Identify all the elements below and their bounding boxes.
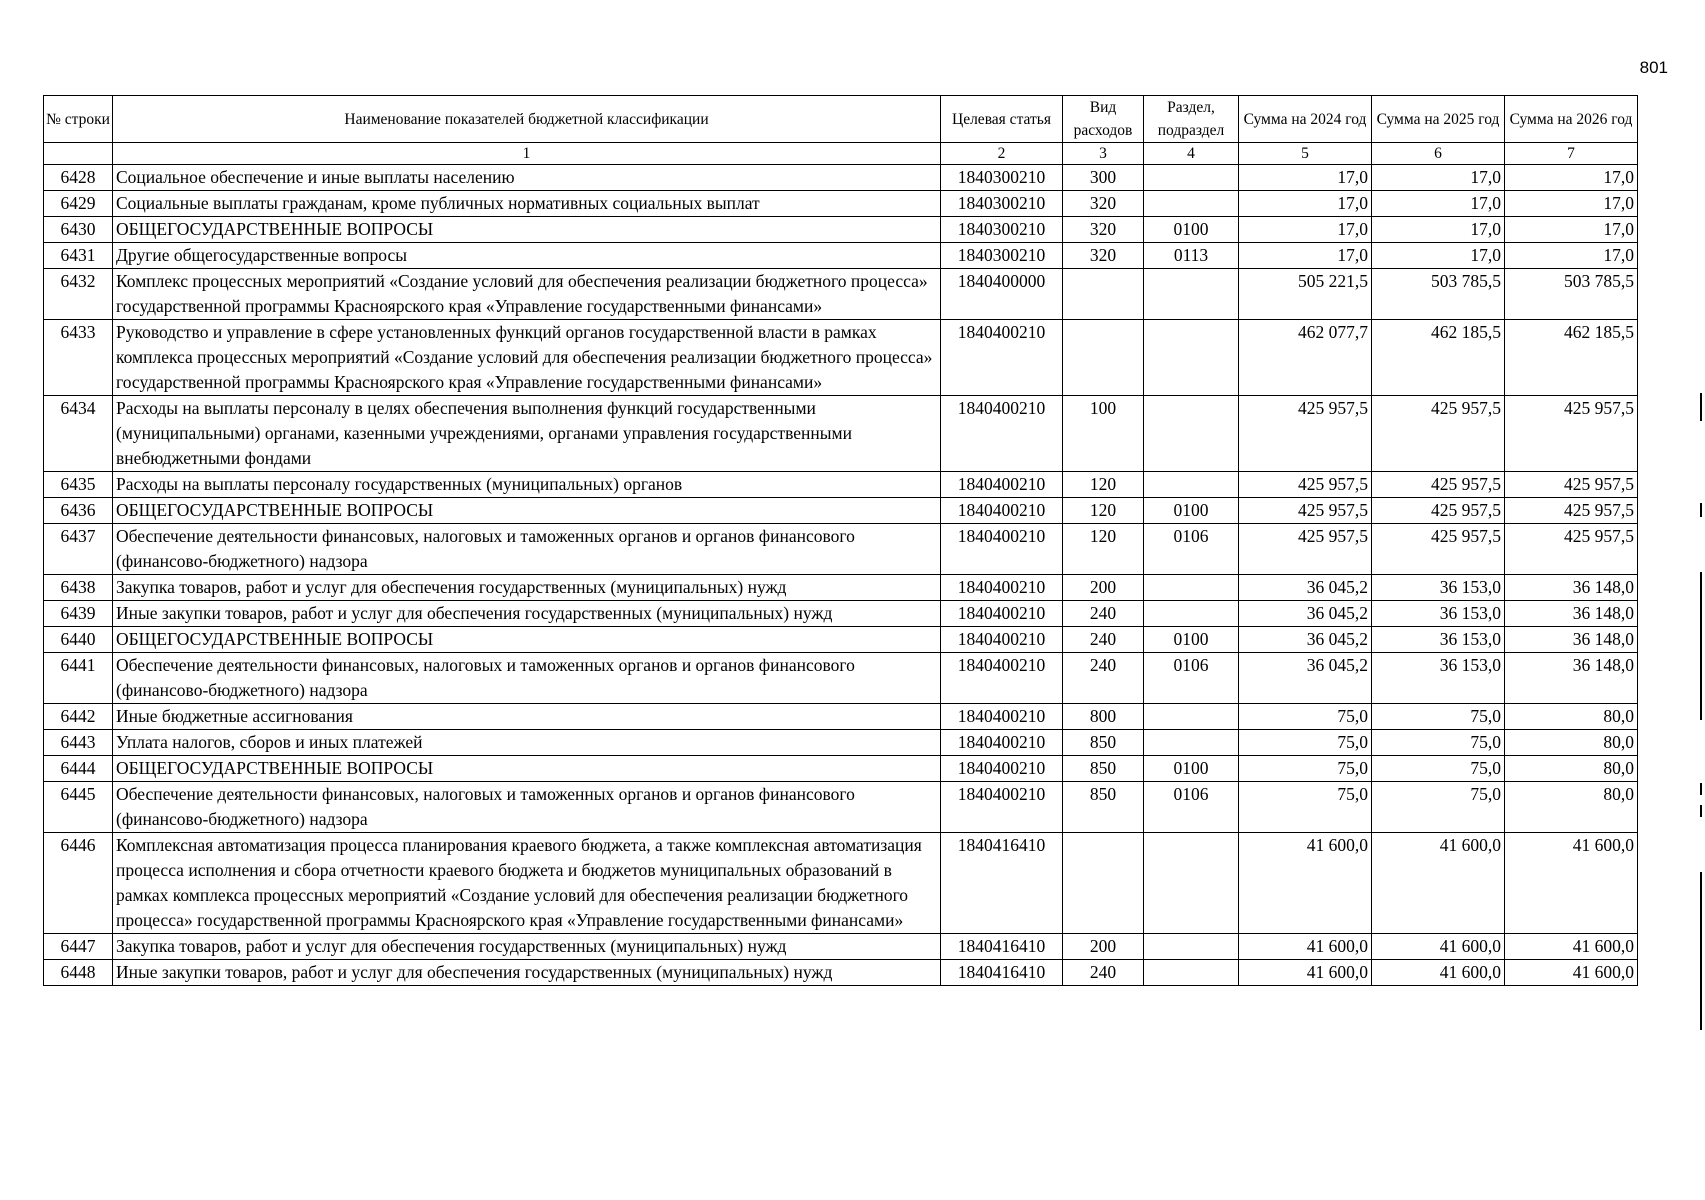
- row-sum-2026: 80,0: [1505, 756, 1638, 782]
- row-section: 0106: [1144, 653, 1239, 704]
- row-expense-type: 100: [1063, 396, 1144, 472]
- row-name: Руководство и управление в сфере установленных функций органов государственной власти в рамках комплекса процессных мероприятий «Создание условий для обеспечения реализации бюджетного процесса» государственной программы Красноярского края «Управление государственными финансами»: [113, 320, 941, 396]
- row-name: Закупка товаров, работ и услуг для обеспечения государственных (муниципальных) нужд: [113, 934, 941, 960]
- row-target-article: 1840400210: [941, 396, 1063, 472]
- row-section: [1144, 960, 1239, 986]
- row-number: 6444: [44, 756, 113, 782]
- column-number: 4: [1144, 143, 1239, 165]
- row-number: 6439: [44, 601, 113, 627]
- row-name: Обеспечение деятельности финансовых, налоговых и таможенных органов и органов финансового (финансово-бюджетного) надзора: [113, 653, 941, 704]
- column-number: 6: [1372, 143, 1505, 165]
- scan-mark: [1700, 783, 1702, 795]
- row-section: 0100: [1144, 627, 1239, 653]
- row-target-article: 1840400210: [941, 498, 1063, 524]
- row-name: Иные закупки товаров, работ и услуг для обеспечения государственных (муниципальных) нужд: [113, 960, 941, 986]
- row-sum-2026: 36 148,0: [1505, 575, 1638, 601]
- row-target-article: 1840400000: [941, 269, 1063, 320]
- row-name: Уплата налогов, сборов и иных платежей: [113, 730, 941, 756]
- row-section: [1144, 704, 1239, 730]
- row-section: [1144, 833, 1239, 934]
- row-expense-type: 320: [1063, 191, 1144, 217]
- row-sum-2025: 425 957,5: [1372, 524, 1505, 575]
- row-sum-2024: 75,0: [1239, 756, 1372, 782]
- scan-mark: [1700, 503, 1702, 517]
- row-number: 6434: [44, 396, 113, 472]
- table-row: [44, 575, 1638, 601]
- row-sum-2024: 75,0: [1239, 782, 1372, 833]
- row-expense-type: 300: [1063, 165, 1144, 191]
- row-sum-2025: 17,0: [1372, 165, 1505, 191]
- row-expense-type: 320: [1063, 243, 1144, 269]
- row-number: 6433: [44, 320, 113, 396]
- row-section: 0113: [1144, 243, 1239, 269]
- header-target: Целевая статья: [941, 96, 1063, 143]
- header-row: [44, 96, 1638, 143]
- row-name: ОБЩЕГОСУДАРСТВЕННЫЕ ВОПРОСЫ: [113, 627, 941, 653]
- header-section: Раздел, подраздел: [1144, 96, 1239, 143]
- row-sum-2025: 36 153,0: [1372, 653, 1505, 704]
- row-sum-2026: 425 957,5: [1505, 498, 1638, 524]
- row-expense-type: 120: [1063, 472, 1144, 498]
- table-row: [44, 165, 1638, 191]
- row-number: 6430: [44, 217, 113, 243]
- row-name: ОБЩЕГОСУДАРСТВЕННЫЕ ВОПРОСЫ: [113, 756, 941, 782]
- row-sum-2026: 462 185,5: [1505, 320, 1638, 396]
- row-name: Закупка товаров, работ и услуг для обеспечения государственных (муниципальных) нужд: [113, 575, 941, 601]
- row-sum-2026: 503 785,5: [1505, 269, 1638, 320]
- row-name: Иные бюджетные ассигнования: [113, 704, 941, 730]
- row-target-article: 1840416410: [941, 934, 1063, 960]
- row-section: [1144, 320, 1239, 396]
- row-number: 6438: [44, 575, 113, 601]
- header-name: Наименование показателей бюджетной классификации: [113, 96, 941, 143]
- row-sum-2026: 17,0: [1505, 243, 1638, 269]
- row-number: 6428: [44, 165, 113, 191]
- row-target-article: 1840400210: [941, 653, 1063, 704]
- row-section: [1144, 191, 1239, 217]
- header-sum-2026: Сумма на 2026 год: [1505, 96, 1638, 143]
- row-section: [1144, 730, 1239, 756]
- row-sum-2026: 425 957,5: [1505, 472, 1638, 498]
- row-target-article: 1840400210: [941, 627, 1063, 653]
- table-row: [44, 243, 1638, 269]
- row-section: [1144, 165, 1239, 191]
- row-sum-2026: 80,0: [1505, 704, 1638, 730]
- row-expense-type: [1063, 833, 1144, 934]
- table-row: [44, 498, 1638, 524]
- row-name: Расходы на выплаты персоналу в целях обеспечения выполнения функций государственными (муниципальными) органами, казенными учреждениями, органами управления государственными внебюджетными фондами: [113, 396, 941, 472]
- row-name: Комплексная автоматизация процесса планирования краевого бюджета, а также комплексная автоматизация процесса исполнения и сбора отчетности краевого бюджета и бюджетов муниципальных образований в рамках комплекса процессных мероприятий «Создание условий для обеспечения реализации бюджетного процесса» государственной программы Красноярского края «Управление государственными финансами»: [113, 833, 941, 934]
- row-target-article: 1840300210: [941, 243, 1063, 269]
- row-number: 6437: [44, 524, 113, 575]
- row-number: 6448: [44, 960, 113, 986]
- row-sum-2025: 75,0: [1372, 704, 1505, 730]
- row-sum-2025: 17,0: [1372, 217, 1505, 243]
- row-expense-type: 120: [1063, 524, 1144, 575]
- row-sum-2025: 17,0: [1372, 243, 1505, 269]
- row-section: 0100: [1144, 498, 1239, 524]
- row-section: [1144, 472, 1239, 498]
- row-number: 6435: [44, 472, 113, 498]
- table-row: [44, 396, 1638, 472]
- row-sum-2025: 75,0: [1372, 756, 1505, 782]
- row-sum-2026: 36 148,0: [1505, 653, 1638, 704]
- row-sum-2025: 425 957,5: [1372, 396, 1505, 472]
- row-section: [1144, 269, 1239, 320]
- row-sum-2025: 425 957,5: [1372, 498, 1505, 524]
- row-sum-2026: 425 957,5: [1505, 524, 1638, 575]
- row-number: 6446: [44, 833, 113, 934]
- row-target-article: 1840400210: [941, 730, 1063, 756]
- row-section: [1144, 601, 1239, 627]
- row-sum-2026: 17,0: [1505, 217, 1638, 243]
- table-row: [44, 934, 1638, 960]
- row-expense-type: 200: [1063, 934, 1144, 960]
- row-expense-type: 850: [1063, 730, 1144, 756]
- table-row: [44, 191, 1638, 217]
- column-number-row: [44, 143, 1638, 165]
- row-sum-2024: 36 045,2: [1239, 601, 1372, 627]
- table-row: [44, 320, 1638, 396]
- row-section: [1144, 396, 1239, 472]
- row-sum-2024: 17,0: [1239, 165, 1372, 191]
- row-section: [1144, 934, 1239, 960]
- row-expense-type: 120: [1063, 498, 1144, 524]
- row-expense-type: [1063, 269, 1144, 320]
- row-target-article: 1840416410: [941, 833, 1063, 934]
- row-number: 6431: [44, 243, 113, 269]
- row-sum-2024: 17,0: [1239, 191, 1372, 217]
- row-sum-2025: 41 600,0: [1372, 960, 1505, 986]
- row-expense-type: 240: [1063, 627, 1144, 653]
- table-row: [44, 782, 1638, 833]
- row-section: [1144, 575, 1239, 601]
- row-sum-2026: 41 600,0: [1505, 960, 1638, 986]
- row-sum-2026: 41 600,0: [1505, 934, 1638, 960]
- row-sum-2024: 425 957,5: [1239, 498, 1372, 524]
- row-sum-2026: 80,0: [1505, 782, 1638, 833]
- row-name: Обеспечение деятельности финансовых, налоговых и таможенных органов и органов финансового (финансово-бюджетного) надзора: [113, 524, 941, 575]
- row-sum-2026: 80,0: [1505, 730, 1638, 756]
- row-name: Социальное обеспечение и иные выплаты населению: [113, 165, 941, 191]
- table-row: [44, 960, 1638, 986]
- row-sum-2024: 36 045,2: [1239, 575, 1372, 601]
- row-sum-2025: 503 785,5: [1372, 269, 1505, 320]
- row-sum-2025: 462 185,5: [1372, 320, 1505, 396]
- row-number: 6441: [44, 653, 113, 704]
- row-sum-2024: 17,0: [1239, 243, 1372, 269]
- row-target-article: 1840400210: [941, 756, 1063, 782]
- row-number: 6432: [44, 269, 113, 320]
- header-expense-type: Вид расходов: [1063, 96, 1144, 143]
- table-row: [44, 704, 1638, 730]
- scan-mark: [1700, 805, 1702, 817]
- row-target-article: 1840400210: [941, 472, 1063, 498]
- scan-mark: [1700, 572, 1702, 720]
- row-name: Обеспечение деятельности финансовых, налоговых и таможенных органов и органов финансового (финансово-бюджетного) надзора: [113, 782, 941, 833]
- row-sum-2026: 41 600,0: [1505, 833, 1638, 934]
- row-expense-type: 800: [1063, 704, 1144, 730]
- row-expense-type: 850: [1063, 756, 1144, 782]
- table-row: [44, 269, 1638, 320]
- row-sum-2024: 17,0: [1239, 217, 1372, 243]
- row-expense-type: 200: [1063, 575, 1144, 601]
- budget-table: [43, 95, 1638, 986]
- row-expense-type: 240: [1063, 653, 1144, 704]
- row-sum-2026: 36 148,0: [1505, 601, 1638, 627]
- row-sum-2026: 17,0: [1505, 191, 1638, 217]
- row-name: Другие общегосударственные вопросы: [113, 243, 941, 269]
- row-sum-2026: 17,0: [1505, 165, 1638, 191]
- row-expense-type: 240: [1063, 601, 1144, 627]
- row-sum-2025: 36 153,0: [1372, 601, 1505, 627]
- row-section: 0100: [1144, 217, 1239, 243]
- column-number: 3: [1063, 143, 1144, 165]
- row-number: 6429: [44, 191, 113, 217]
- row-name: Расходы на выплаты персоналу государственных (муниципальных) органов: [113, 472, 941, 498]
- row-number: 6445: [44, 782, 113, 833]
- header-sum-2024: Сумма на 2024 год: [1239, 96, 1372, 143]
- table-row: [44, 730, 1638, 756]
- row-sum-2024: 41 600,0: [1239, 833, 1372, 934]
- row-sum-2025: 41 600,0: [1372, 833, 1505, 934]
- column-number: 5: [1239, 143, 1372, 165]
- table-row: [44, 217, 1638, 243]
- table-row: [44, 601, 1638, 627]
- table-row: [44, 653, 1638, 704]
- row-number: 6442: [44, 704, 113, 730]
- column-number: 1: [113, 143, 941, 165]
- page-number: 801: [1639, 58, 1668, 77]
- header-row-no: № строки: [44, 96, 113, 143]
- row-number: 6447: [44, 934, 113, 960]
- row-name: Социальные выплаты гражданам, кроме публичных нормативных социальных выплат: [113, 191, 941, 217]
- row-sum-2025: 75,0: [1372, 730, 1505, 756]
- row-number: 6440: [44, 627, 113, 653]
- row-name: Комплекс процессных мероприятий «Создание условий для обеспечения реализации бюджетного процесса» государственной программы Красноярского края «Управление государственными финансами»: [113, 269, 941, 320]
- row-sum-2026: 425 957,5: [1505, 396, 1638, 472]
- table-row: [44, 524, 1638, 575]
- row-number: 6443: [44, 730, 113, 756]
- row-expense-type: 850: [1063, 782, 1144, 833]
- row-sum-2024: 41 600,0: [1239, 960, 1372, 986]
- row-sum-2025: 41 600,0: [1372, 934, 1505, 960]
- row-sum-2024: 462 077,7: [1239, 320, 1372, 396]
- column-number: 2: [941, 143, 1063, 165]
- table-row: [44, 756, 1638, 782]
- row-name: Иные закупки товаров, работ и услуг для обеспечения государственных (муниципальных) нужд: [113, 601, 941, 627]
- column-number: 7: [1505, 143, 1638, 165]
- row-sum-2024: 425 957,5: [1239, 524, 1372, 575]
- row-target-article: 1840400210: [941, 524, 1063, 575]
- row-sum-2024: 75,0: [1239, 730, 1372, 756]
- row-sum-2025: 36 153,0: [1372, 575, 1505, 601]
- table-row: [44, 472, 1638, 498]
- row-sum-2026: 36 148,0: [1505, 627, 1638, 653]
- row-section: 0100: [1144, 756, 1239, 782]
- row-name: ОБЩЕГОСУДАРСТВЕННЫЕ ВОПРОСЫ: [113, 217, 941, 243]
- row-sum-2024: 36 045,2: [1239, 653, 1372, 704]
- table-row: [44, 627, 1638, 653]
- row-sum-2024: 75,0: [1239, 704, 1372, 730]
- row-expense-type: 320: [1063, 217, 1144, 243]
- row-sum-2024: 425 957,5: [1239, 472, 1372, 498]
- row-target-article: 1840400210: [941, 575, 1063, 601]
- row-target-article: 1840300210: [941, 217, 1063, 243]
- row-target-article: 1840300210: [941, 165, 1063, 191]
- row-expense-type: [1063, 320, 1144, 396]
- column-number: [44, 143, 113, 165]
- row-sum-2025: 36 153,0: [1372, 627, 1505, 653]
- row-sum-2024: 505 221,5: [1239, 269, 1372, 320]
- row-sum-2024: 36 045,2: [1239, 627, 1372, 653]
- row-target-article: 1840400210: [941, 782, 1063, 833]
- row-number: 6436: [44, 498, 113, 524]
- header-sum-2025: Сумма на 2025 год: [1372, 96, 1505, 143]
- row-target-article: 1840400210: [941, 320, 1063, 396]
- row-target-article: 1840300210: [941, 191, 1063, 217]
- row-expense-type: 240: [1063, 960, 1144, 986]
- row-section: 0106: [1144, 782, 1239, 833]
- row-section: 0106: [1144, 524, 1239, 575]
- row-sum-2025: 425 957,5: [1372, 472, 1505, 498]
- table-row: [44, 833, 1638, 934]
- row-target-article: 1840400210: [941, 704, 1063, 730]
- row-target-article: 1840416410: [941, 960, 1063, 986]
- row-sum-2024: 41 600,0: [1239, 934, 1372, 960]
- scan-mark: [1700, 872, 1702, 1030]
- table-body: [44, 165, 1638, 986]
- scan-mark: [1700, 393, 1702, 421]
- row-name: ОБЩЕГОСУДАРСТВЕННЫЕ ВОПРОСЫ: [113, 498, 941, 524]
- row-sum-2025: 75,0: [1372, 782, 1505, 833]
- row-target-article: 1840400210: [941, 601, 1063, 627]
- row-sum-2025: 17,0: [1372, 191, 1505, 217]
- row-sum-2024: 425 957,5: [1239, 396, 1372, 472]
